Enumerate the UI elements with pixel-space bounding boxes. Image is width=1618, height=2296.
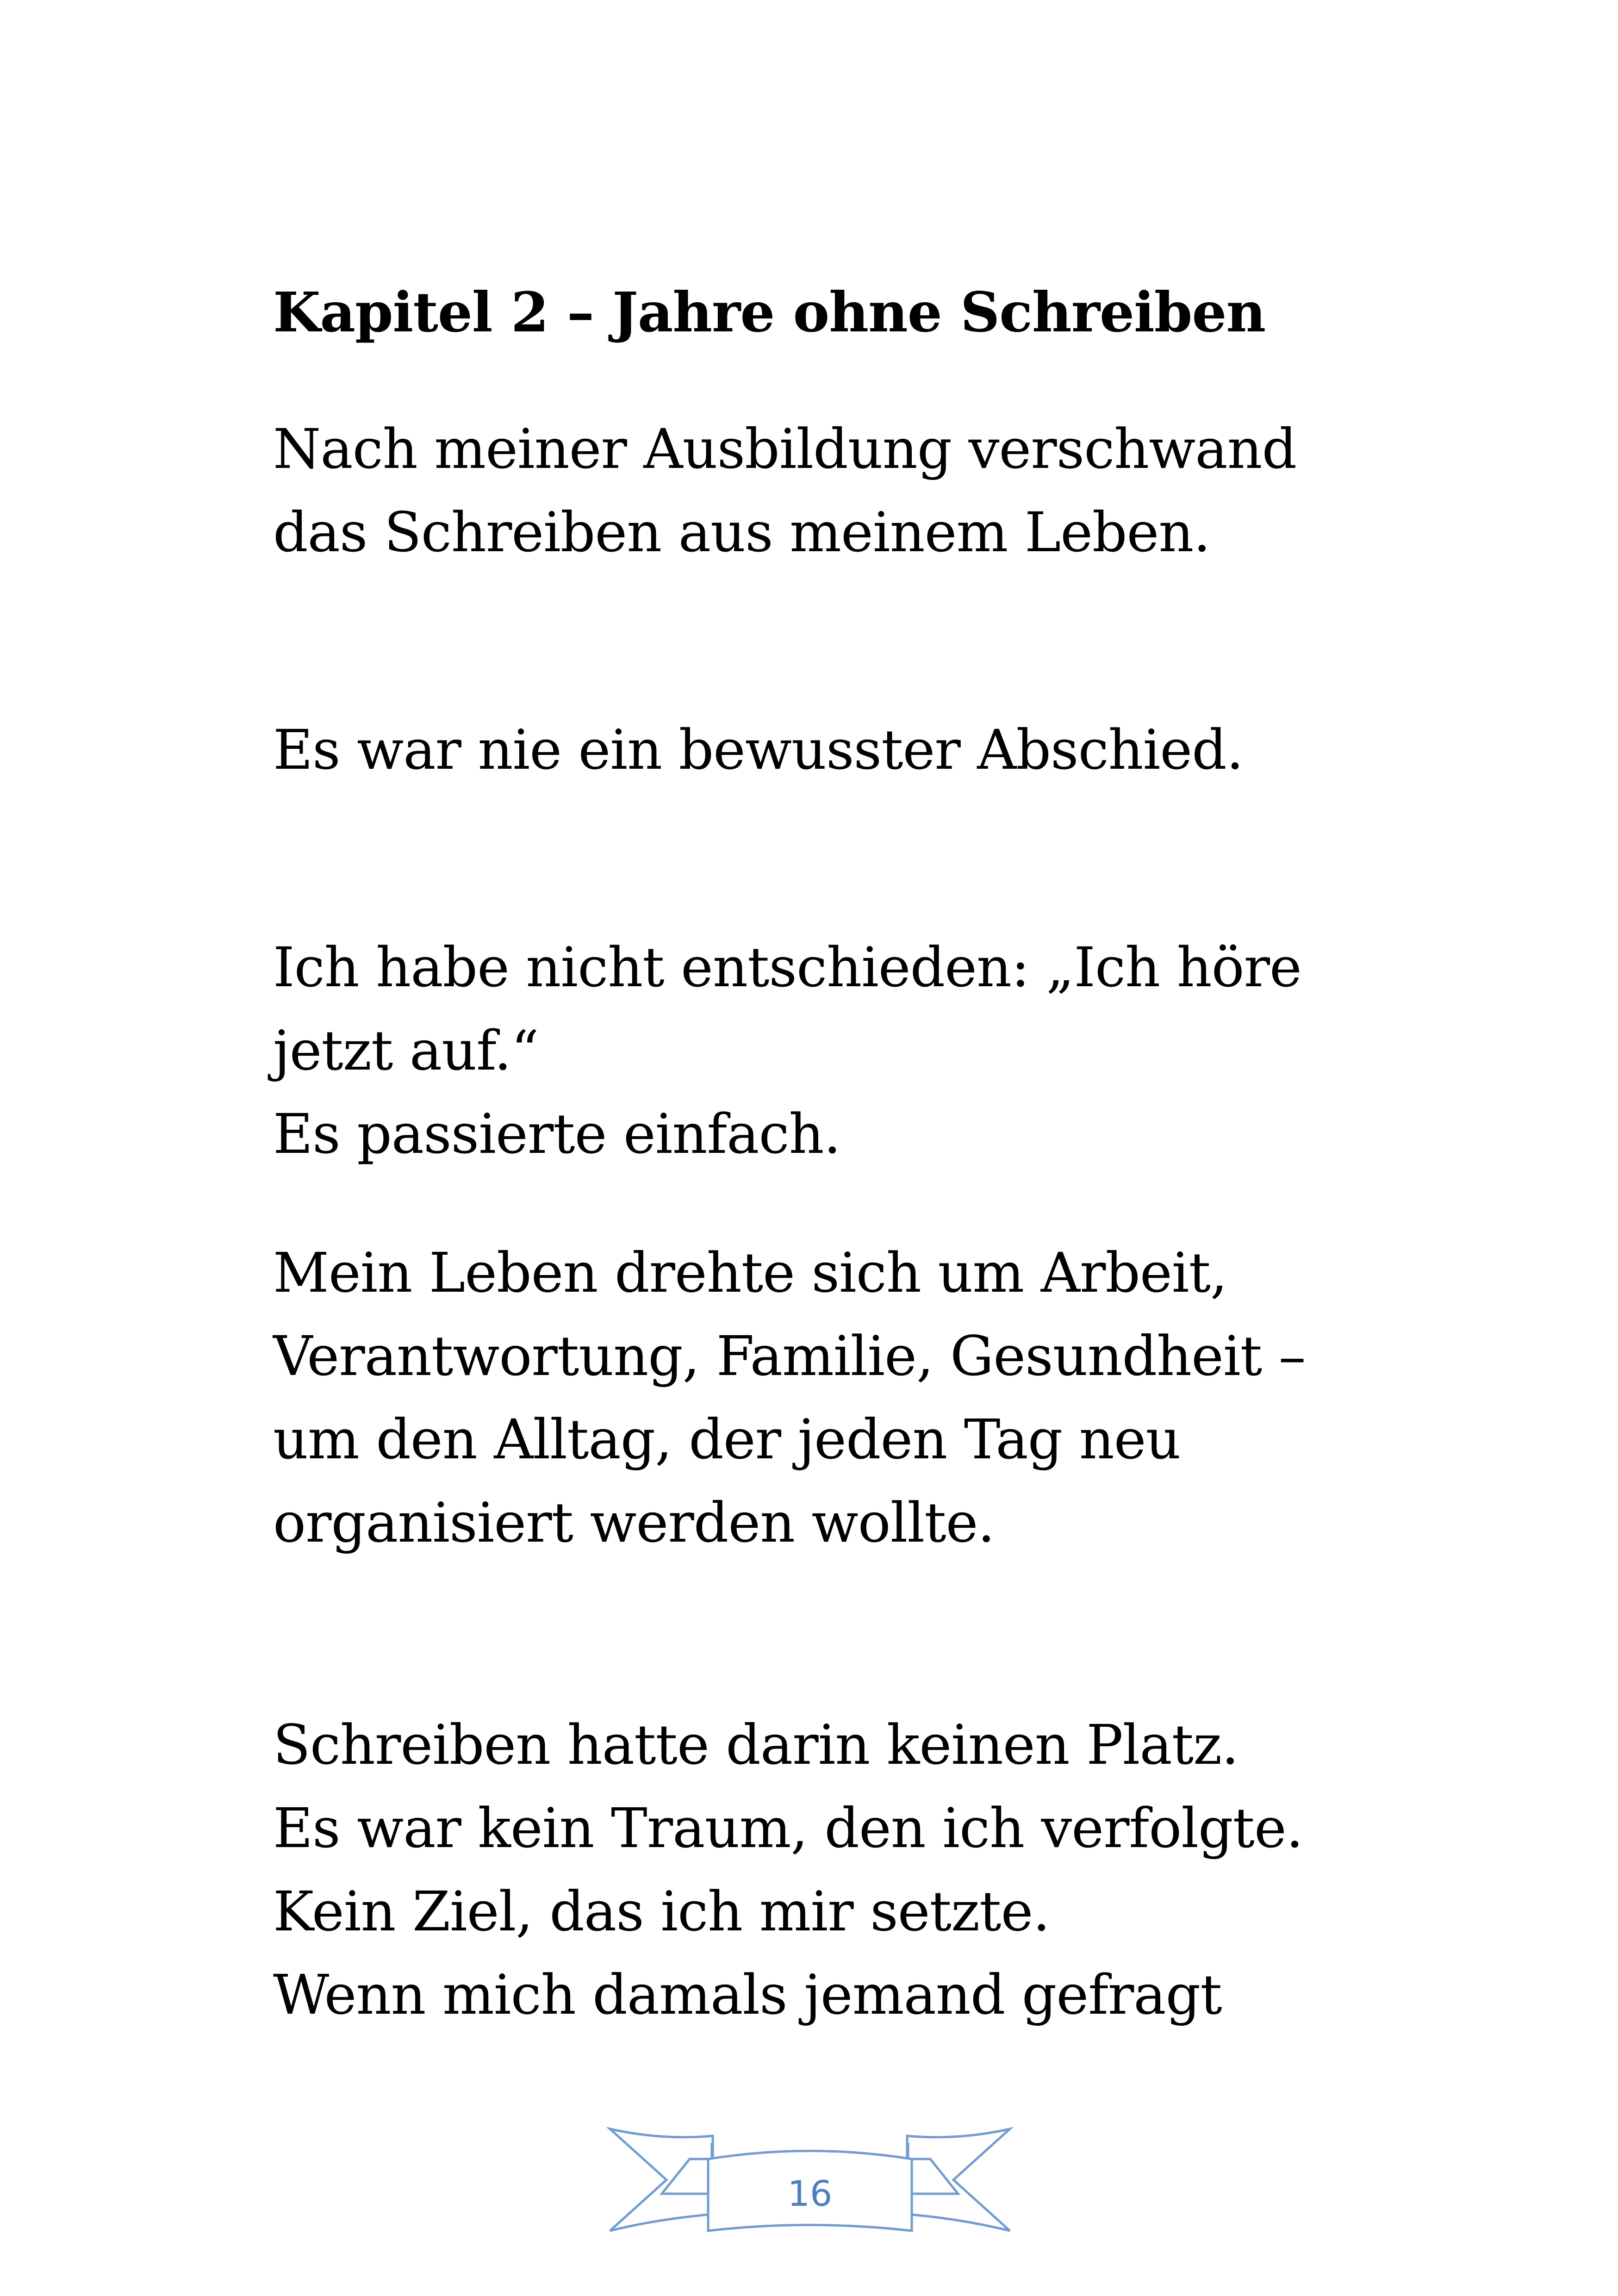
paragraph-line: Kein Ziel, das ich mir setzte.	[273, 1879, 1050, 1943]
paragraph-line: Es war nie ein bewusster Abschied.	[273, 718, 1244, 782]
page-number: 16	[787, 2173, 833, 2214]
paragraph-line: Es passierte einfach.	[273, 1102, 841, 1166]
paragraph-3	[273, 926, 1407, 1176]
paragraph-line: jetzt auf.“	[273, 1019, 539, 1083]
paragraph-line: Ich habe nicht entschieden: „Ich höre	[273, 935, 1301, 999]
paragraph-5	[273, 1703, 1407, 2036]
chapter-title: Kapitel 2 – Jahre ohne Schreiben	[273, 280, 1266, 344]
paragraph-line: Mein Leben drehte sich um Arbeit,	[273, 1241, 1227, 1305]
paragraph-1	[273, 407, 1407, 574]
paragraph-line: Wenn mich damals jemand gefragt	[273, 1963, 1222, 2027]
paragraph-4	[273, 1231, 1407, 1564]
paragraph-2	[273, 708, 1407, 791]
paragraph-line: Es war kein Traum, den ich verfolgte.	[273, 1796, 1303, 1860]
paragraph-line: um den Alltag, der jeden Tag neu	[273, 1407, 1181, 1471]
paragraph-line: Verantwortung, Familie, Gesundheit –	[273, 1324, 1306, 1388]
paragraph-line: Schreiben hatte darin keinen Platz.	[273, 1713, 1238, 1777]
paragraph-line: das Schreiben aus meinem Leben.	[273, 500, 1210, 564]
paragraph-line: Nach meiner Ausbildung verschwand	[273, 417, 1297, 481]
paragraph-line: organisiert werden wollte.	[273, 1491, 995, 1555]
